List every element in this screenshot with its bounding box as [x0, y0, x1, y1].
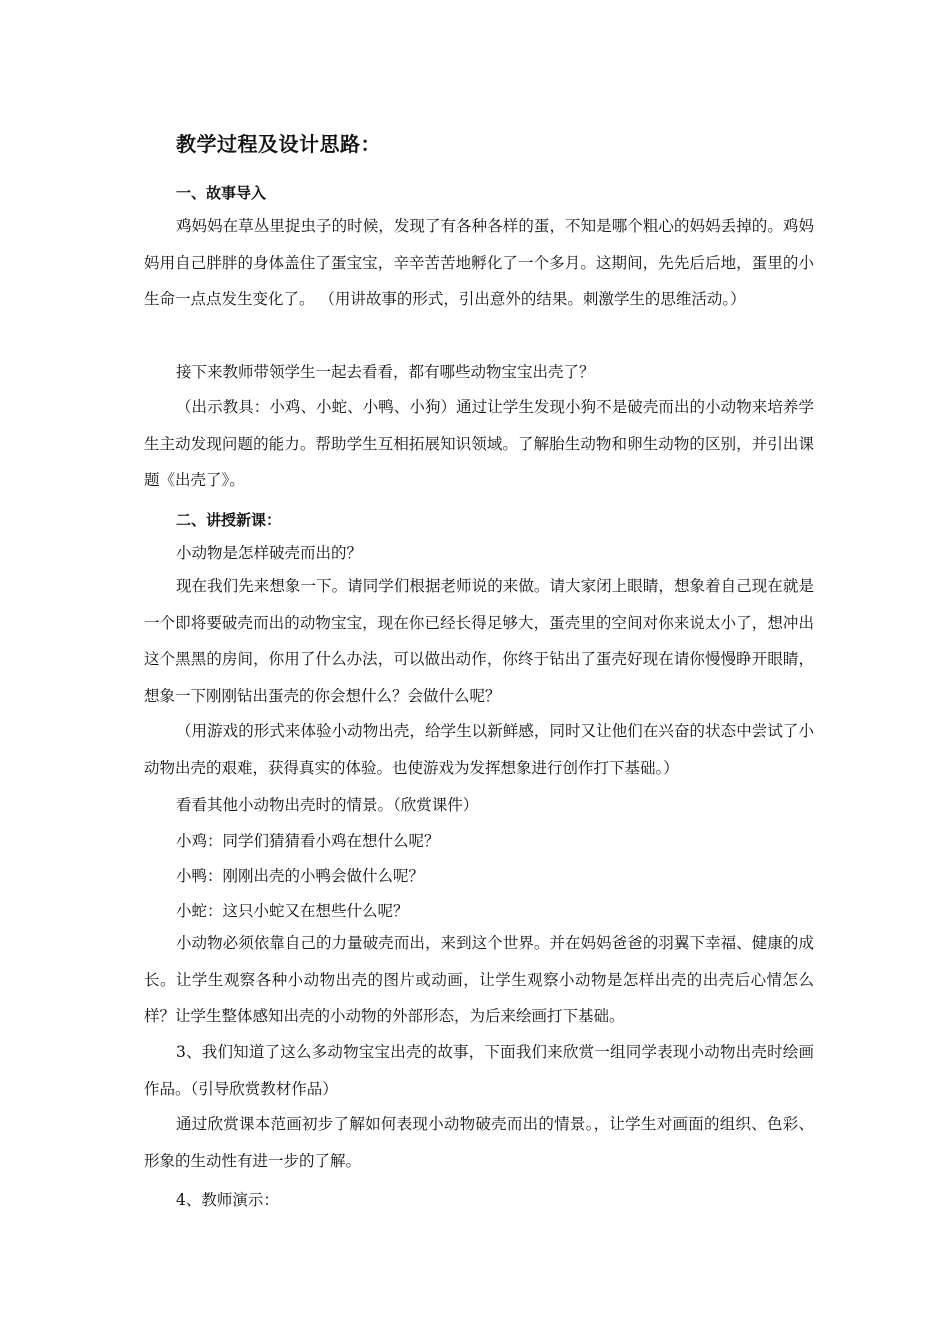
paragraph-teacher-demo: 4、教师演示： — [176, 1191, 279, 1209]
question-how-hatch: 小动物是怎样破壳而出的？ — [176, 544, 363, 562]
section-heading-story: 一、故事导入 — [176, 184, 267, 202]
line-duck: 小鸭：刚刚出壳的小鸭会做什么呢？ — [176, 867, 425, 885]
paragraph-game-note: （用游戏的形式来体验小动物出壳，给学生以新鲜感，同时又让他们在兴奋的状态中尝试了小动物出壳的艰难，获得真实的体验。也使游戏为发挥想象进行创作打下基础。） — [144, 722, 814, 777]
paragraph-teaching-aids: （出示教具：小鸡、小蛇、小鸭、小狗）通过让学生发现小狗不是破壳而出的小动物来培养学生主动发现问题的能力。帮助学生互相拓展知识领域。了解胎生动物和卵生动物的区别，并引出课题《出壳了》。 — [144, 398, 814, 489]
paragraph-textbook: 通过欣赏课本范画初步了解如何表现小动物破壳而出的情景。，让学生对画面的组织、色彩、形象的生动性有进一步的了解。 — [144, 1115, 814, 1170]
paragraph-imagine: 现在我们先来想象一下。请同学们根据老师说的来做。请大家闭上眼睛，想象着自己现在就是一个即将要破壳而出的动物宝宝，现在你已经长得足够大，蛋壳里的空间对你来说太小了，想冲出这个黑黑的房间，你用了什么办法，可以做出动作，你终于钻出了蛋壳好现在请你慢慢睁开眼睛，想象一下刚刚钻出蛋壳的你会想什么？会做什么呢？ — [144, 577, 814, 705]
paragraph-courseware: 看看其他小动物出壳时的情景。（欣赏课件） — [176, 796, 479, 814]
section-heading-new-lesson: 二、讲授新课： — [176, 511, 282, 529]
paragraph-observe: 小动物必须依靠自己的力量破壳而出，来到这个世界。并在妈妈爸爸的羽翼下幸福、健康的成长。让学生观察各种小动物出壳的图片或动画，让学生观察小动物是怎样出壳的出壳后心情怎么样？让学生整体感知出壳的小动物的外部形态，为后来绘画打下基础。 — [144, 934, 814, 1025]
paragraph-appreciate: 3、我们知道了这么多动物宝宝出壳的故事，下面我们来欣赏一组同学表现小动物出壳时绘画作品。（引导欣赏教材作品） — [144, 1043, 814, 1098]
paragraph-story: 鸡妈妈在草丛里捉虫子的时候，发现了有各种各样的蛋，不知是哪个粗心的妈妈丢掉的。鸡妈妈用自己胖胖的身体盖住了蛋宝宝，辛辛苦苦地孵化了一个多月。这期间，先先后后地，蛋里的小生命一点点发生变化了。 （用讲故事的形式，引出意外的结果。刺激学生的思维活动。） — [144, 217, 814, 308]
line-chick: 小鸡：同学们猜猜看小鸡在想什么呢？ — [176, 832, 440, 850]
page-title: 教学过程及设计思路： — [176, 132, 381, 156]
line-snake: 小蛇：这只小蛇又在想些什么呢？ — [176, 902, 409, 920]
paragraph-next-step: 接下来教师带领学生一起去看看，都有哪些动物宝宝出壳了？ — [176, 363, 595, 381]
